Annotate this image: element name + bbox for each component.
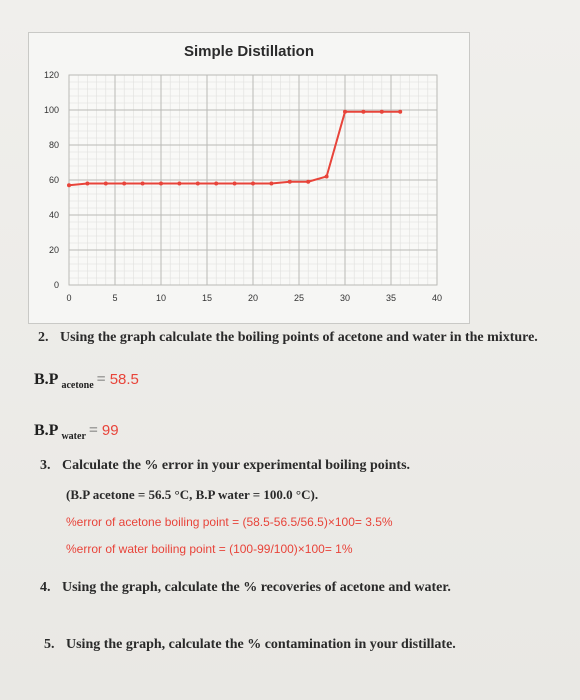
- bp-water-value: 99: [101, 422, 119, 439]
- data-point: [196, 182, 200, 186]
- question-3-text: Calculate the % error in your experimental boiling points.: [62, 458, 411, 473]
- question-5: [44, 637, 456, 653]
- question-2: [38, 330, 538, 346]
- x-tick-label: 25: [293, 293, 305, 303]
- x-tick-label: 40: [431, 293, 443, 303]
- chart-container: [28, 32, 470, 324]
- data-point: [288, 180, 292, 184]
- x-tick-label: 30: [339, 293, 351, 303]
- bp-acetone-label: B.P: [34, 371, 59, 388]
- bp-water-eq: =: [88, 422, 98, 439]
- data-point: [269, 182, 273, 186]
- bp-water-label: B.P: [34, 422, 59, 439]
- data-point: [177, 182, 181, 186]
- y-tick-label: 80: [48, 140, 59, 150]
- question-2-text: Using the graph calculate the boiling points of acetone and water in the mixture.: [60, 330, 538, 345]
- question-3-answer-water: %error of water boiling point = (100-99/100)×100= 1%: [66, 542, 353, 556]
- data-point: [159, 182, 163, 186]
- bp-acetone-sub: acetone: [61, 380, 94, 391]
- data-point: [251, 182, 255, 186]
- data-point: [214, 182, 218, 186]
- data-point: [141, 182, 145, 186]
- data-point: [361, 110, 365, 114]
- question-5-number: 5.: [44, 637, 55, 652]
- question-3: [40, 458, 410, 474]
- data-point: [122, 182, 126, 186]
- question-3-number: 3.: [40, 458, 51, 473]
- y-tick-label: 0: [53, 280, 59, 290]
- x-tick-label: 10: [155, 293, 167, 303]
- data-point: [85, 182, 89, 186]
- bp-acetone-value: 58.5: [109, 371, 139, 388]
- data-point: [104, 182, 108, 186]
- distillation-chart: [29, 33, 469, 323]
- y-tick-label: 100: [43, 105, 59, 115]
- question-3-given: (B.P acetone = 56.5 °C, B.P water = 100.0 °C).: [66, 487, 319, 502]
- x-tick-label: 20: [247, 293, 259, 303]
- x-tick-label: 5: [112, 293, 118, 303]
- x-tick-label: 15: [201, 293, 213, 303]
- y-tick-label: 120: [43, 70, 59, 80]
- question-4-number: 4.: [40, 580, 51, 595]
- chart-title: Simple Distillation: [183, 43, 315, 60]
- data-point: [233, 182, 237, 186]
- data-point: [67, 183, 71, 187]
- question-2-number: 2.: [38, 330, 49, 345]
- data-point: [343, 110, 347, 114]
- question-4: [40, 580, 451, 596]
- x-tick-label: 35: [385, 293, 397, 303]
- data-point: [325, 175, 329, 179]
- y-tick-label: 60: [48, 175, 59, 185]
- bp-water: [34, 422, 119, 442]
- data-point: [398, 110, 402, 114]
- bp-acetone: [34, 371, 139, 391]
- bp-water-sub: water: [61, 431, 86, 442]
- question-5-text: Using the graph, calculate the % contamination in your distillate.: [66, 637, 456, 652]
- x-tick-label: 0: [66, 293, 72, 303]
- bp-acetone-eq: =: [96, 371, 106, 388]
- y-tick-label: 20: [48, 245, 59, 255]
- data-point: [306, 180, 310, 184]
- data-point: [380, 110, 384, 114]
- question-4-text: Using the graph, calculate the % recoveries of acetone and water.: [62, 580, 451, 595]
- y-tick-label: 40: [48, 210, 59, 220]
- question-3-answer-acetone: %error of acetone boiling point = (58.5-56.5/56.5)×100= 3.5%: [66, 515, 393, 529]
